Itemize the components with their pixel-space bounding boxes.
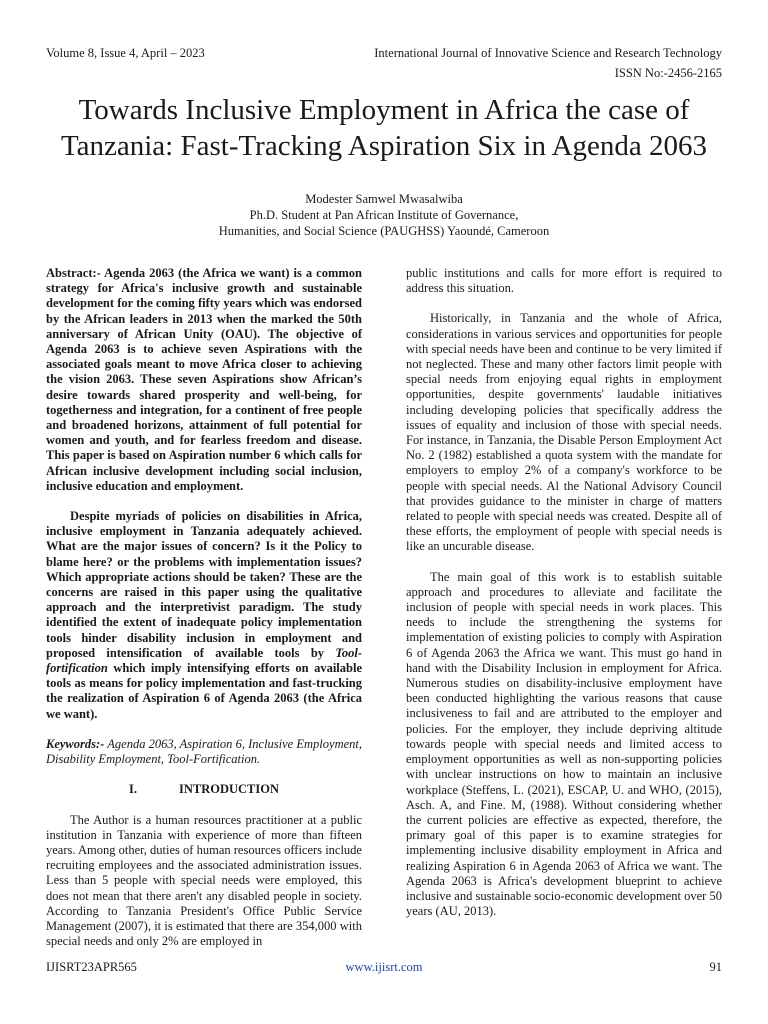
volume-info: Volume 8, Issue 4, April – 2023 — [46, 46, 205, 60]
author-block — [60, 191, 708, 239]
right-column — [406, 266, 722, 919]
abstract-p2-italic: Tool-fortification — [46, 645, 362, 676]
journal-name: International Journal of Innovative Science and Research Technology — [374, 46, 722, 60]
right-paragraph-2: The main goal of this work is to establish suitable approach and procedures to alleviate and facilitate the inclusion of people with special needs in work places. This needs to include the strengthening the systems for implementation of existing policies to comply with Aspiration 6 of Agenda 2063 the Africa we want. This must go hand in hand with the Disability Inclusion in employment for Africa. Numerous studies on disability-inclusive employment have been conducted highlighting the various reasons that cause inclusiveness to fail and are attributed to the employer and policies. For the employer, they include depriving altitude towards people with special needs and limited access to employment opportunities as well as non-supporting policies with unclear instructions on how to maintain an inclusive workplace (Steffens, L. (2021), ESCAP, U. and WHO, (2015), Asch. A, and Fine. M, (1988). Without considering whether the current policies are effective as expected, therefore, the primary goal of this paper is to examine strategies for implementing inclusive disability employment in Africa and realizing Aspiration 6 in Agenda 2063 of Africa we want. The Agenda 2063 is Africa's development blueprint to achieve inclusive and sustainable socio-economic development over 50 years (AU, 2013). — [406, 569, 722, 919]
footer-website-link[interactable]: www.ijisrt.com — [345, 960, 423, 974]
author-affiliation-line1: Ph.D. Student at Pan African Institute of Governance, — [249, 208, 519, 222]
keywords-text: Agenda 2063, Aspiration 6, Inclusive Employment, Disability Employment, Tool-Fortification. — [46, 736, 362, 767]
abstract-p2-text-a: Despite myriads of policies on disabilities in Africa, inclusive employment in Tanzania adequately achieved. What are the major issues of concern? Is it the Policy to blame here? or the problems with implementation issues? Which appropriate actions should be taken? These are the concerns are raised in this paper using the qualitative approach and the interpretivist paradigm. The study identified the extent of inadequate policy implementation tools hinder disability inclusion in employment and proposed intensification of available tools by — [46, 509, 362, 660]
left-column — [46, 266, 362, 949]
author-affiliation-line2: Humanities, and Social Science (PAUGHSS) Yaoundé, Cameroon — [218, 224, 550, 238]
keywords — [46, 737, 362, 767]
footer-page-number: 91 — [709, 960, 722, 974]
abstract-paragraph-2 — [46, 509, 362, 722]
paper-title: Towards Inclusive Employment in Africa the case of Tanzania: Fast-Tracking Aspiration Six in Agenda 2063 — [60, 94, 708, 162]
author-name: Modester Samwel Mwasalwiba — [305, 192, 463, 206]
intro-paragraph-1: The Author is a human resources practitioner at a public institution in Tanzania with experience of more than fifteen years. Among other, duties of human resources officers include recruiting employees and the associated administration issues. Less than 5 people with special needs were employed, this does not mean that there aren't any disabled people in society. According to Tanzania President's Office Public Service Management (2007), it is estimated that there are 354,000 with special needs and only 2% are employed in — [46, 812, 362, 949]
abstract-paragraph-1: Abstract:- Agenda 2063 (the Africa we want) is a common strategy for Africa's inclusive growth and sustainable development for the coming fifty years which was endorsed by the African leaders in 2013 when the marked the 50th anniversary of African Unity (OAU). The objective of Agenda 2063 is to achieve seven Aspirations with the associated goals meant to move Africa closer to achieving the vision 2063. These seven Aspirations show African’s desire towards shared prosperity and well-being, for togetherness and integration, for a continent of free people and broadened horizons, attainment of full potential for women and youth, and for fearless freedom and disease. This paper is based on Aspiration number 6 which calls for African inclusive development including social inclusion, inclusive education and employment. — [46, 266, 362, 493]
section-heading — [46, 782, 362, 797]
right-paragraph-0: public institutions and calls for more effort is required to address this situation. — [406, 266, 722, 296]
abstract-p2-text-b: which imply intensifying efforts on available tools as means for policy implementation and fast-trucking the realization of Aspiration 6 of Agenda 2063 (the Africa we want). — [46, 661, 362, 721]
right-paragraph-1: Historically, in Tanzania and the whole of Africa, considerations in various services and opportunities for people with special needs have been and continue to be very limited if not neglected. These and many other factors limit people with special needs from enjoying equal rights in employment opportunities, despite governments' laudable initiatives including developing policies that specifically address the issues of equality and inclusion of those with special needs. For instance, in Tanzania, the Disable Person Employment Act No. 2 (1982) established a quota system with the mandate for employers to employ 2% of a company's workforce to be people with special needs. Al the National Advisory Council that provides guidance to the minister in charge of matters related to people with special needs was created. Despite all of these efforts, the employment of people with special needs is like an uncurable disease. — [406, 311, 722, 554]
section-title: INTRODUCTION — [178, 782, 279, 797]
issn: ISSN No:-2456-2165 — [614, 66, 722, 80]
section-number: I. — [128, 782, 137, 797]
footer-paper-code: IJISRT23APR565 — [46, 960, 137, 974]
keywords-label: Keywords:- — [46, 736, 105, 751]
